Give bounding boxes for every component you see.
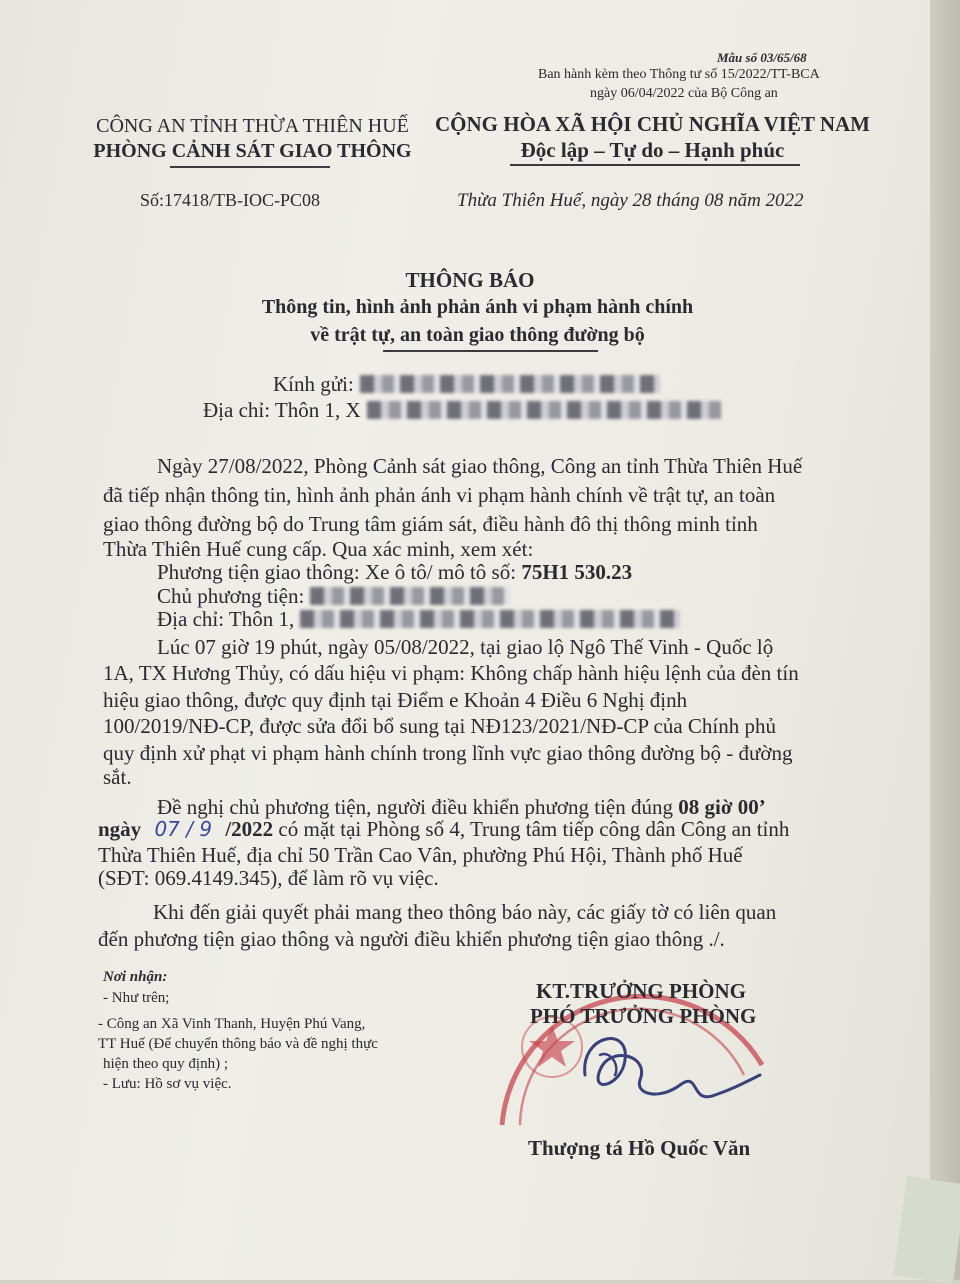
recipient-item-2-line-3: hiện theo quy định) ; [103, 1056, 228, 1072]
p2-line-6: sắt. [103, 765, 132, 789]
place-date: Thừa Thiên Huế, ngày 28 tháng 08 năm 2022 [457, 190, 804, 211]
vehicle-plate: 75H1 530.23 [521, 560, 633, 584]
p1-line-1: Ngày 27/08/2022, Phòng Cảnh sát giao thông, Công an tỉnh Thừa Thiên Huế [157, 454, 803, 478]
appointment-day-handwritten: 07 / 9 [154, 817, 213, 841]
redacted-owner-name [310, 587, 510, 605]
p2-line-5: quy định xử phạt vi phạm hành chính trong lĩnh vực giao thông đường bộ - đường [103, 741, 793, 765]
signature [540, 1015, 770, 1115]
recipient-item-2-line-2: TT Huế (Để chuyển thông báo và đề nghị thực [98, 1036, 378, 1052]
national-motto: Độc lập – Tự do – Hạnh phúc [520, 138, 785, 162]
p2-line-3: hiệu giao thông, được quy định tại Điểm e Khoản 4 Điều 6 Nghị định [103, 688, 688, 712]
country-name: CỘNG HÒA XÃ HỘI CHỦ NGHĨA VIỆT NAM [434, 112, 871, 136]
p1-line-3: giao thông đường bộ do Trung tâm giám sát, điều hành đô thị thông minh tỉnh [103, 512, 758, 536]
p2-line-2: 1A, TX Hương Thủy, có dấu hiệu vi phạm: Không chấp hành hiệu lệnh của đèn tín [103, 661, 799, 685]
signature-title-1: KT.TRƯỞNG PHÒNG [536, 979, 746, 1003]
redacted-owner-address [300, 610, 680, 628]
recipient-item-1: - Như trên; [103, 990, 170, 1006]
appointment-day-label: ngày [98, 817, 142, 841]
title-line-2: về trật tự, an toàn giao thông đường bộ [310, 324, 645, 346]
p2-line-1: Lúc 07 giờ 19 phút, ngày 05/08/2022, tại giao lộ Ngô Thế Vinh - Quốc lộ [157, 635, 774, 659]
appointment-time: 08 giờ 00’ [678, 795, 766, 819]
recipient-item-2-line-1: - Công an Xã Vinh Thanh, Huyện Phú Vang, [98, 1016, 366, 1032]
form-code: Mẫu số 03/65/68 [717, 50, 807, 65]
owner-label: Chủ phương tiện: [157, 584, 305, 608]
recipient-label: Kính gửi: [273, 372, 354, 396]
document-title: THÔNG BÁO [405, 268, 535, 292]
recipients-heading: Nơi nhận: [103, 969, 168, 985]
recipient-address-label: Địa chỉ: Thôn 1, X [203, 398, 361, 422]
p4-line-2: đến phương tiện giao thông và người điều khiển phương tiện giao thông ./. [98, 927, 725, 951]
recipient-line [273, 370, 660, 399]
owner-address-label: Địa chỉ: Thôn 1, [157, 607, 295, 631]
redacted-recipient-address [367, 401, 722, 419]
page-edge [930, 0, 960, 1280]
agency-parent: CÔNG AN TỈNH THỪA THIÊN HUẾ [96, 115, 409, 137]
p3-text: Đề nghị chủ phương tiện, người điều khiển phương tiện đúng [157, 795, 673, 819]
recipient-address-line [203, 396, 722, 425]
p3-line-2-rest: có mặt tại Phòng số 4, Trung tâm tiếp công dân Công an tỉnh [278, 817, 790, 841]
p1-line-2: đã tiếp nhận thông tin, hình ảnh phản ánh vi phạm hành chính về trật tự, an toàn [103, 483, 776, 507]
p3-line-3: Thừa Thiên Huế, địa chỉ 50 Trần Cao Vân, phường Phú Hội, Thành phố Huế [98, 843, 743, 867]
vehicle-label: Phương tiện giao thông: Xe ô tô/ mô tô số: [157, 560, 517, 584]
signer-name: Thượng tá Hồ Quốc Văn [528, 1136, 751, 1160]
redacted-recipient-name [360, 375, 660, 393]
appointment-year: /2022 [225, 817, 274, 841]
signature-title-2: PHÓ TRƯỞNG PHÒNG [530, 1004, 757, 1028]
motto-underline [510, 164, 800, 166]
p3-line-4: (SĐT: 069.4149.345), để làm rõ vụ việc. [98, 866, 439, 890]
p1-line-4: Thừa Thiên Huế cung cấp. Qua xác minh, xem xét: [103, 537, 534, 561]
p4-line-1: Khi đến giải quyết phải mang theo thông báo này, các giấy tờ có liên quan [153, 900, 777, 924]
agency-name: PHÒNG CẢNH SÁT GIAO THÔNG [93, 140, 412, 162]
form-issued-with: Ban hành kèm theo Thông tư số 15/2022/TT-BCA [538, 67, 820, 82]
title-underline [383, 350, 598, 352]
document-number: Số:17418/TB-IOC-PC08 [140, 190, 321, 210]
agency-underline [170, 166, 330, 168]
p2-line-4: 100/2019/NĐ-CP, được sửa đổi bổ sung tại NĐ123/2021/NĐ-CP của Chính phủ [103, 714, 776, 738]
title-line-1: Thông tin, hình ảnh phản ánh vi phạm hành chính [261, 296, 694, 318]
owner-address-line [157, 605, 680, 634]
form-issued-date: ngày 06/04/2022 của Bộ Công an [590, 86, 778, 101]
p3-line-2 [98, 815, 789, 844]
recipient-item-3: - Lưu: Hồ sơ vụ việc. [103, 1076, 232, 1092]
